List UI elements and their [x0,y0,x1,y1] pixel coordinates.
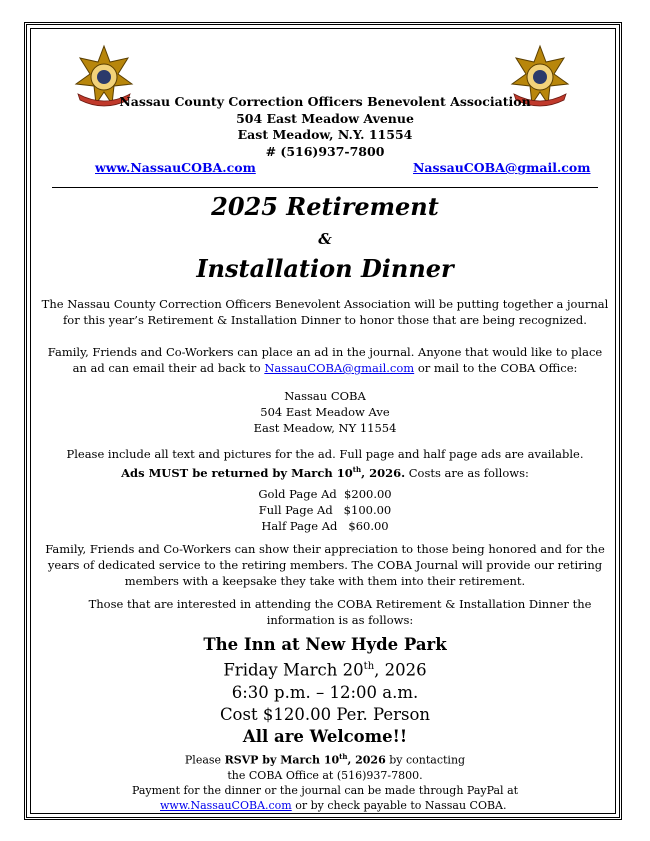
rsvp-text-a: Please [184,753,222,767]
letterhead [0,94,650,160]
event-welcome: All are Welcome!! [242,726,408,746]
payment-line-2 [40,798,610,813]
price-item-gold: Gold Page Ad $200.00 [258,487,392,501]
event-time: 6:30 p.m. – 12:00 a.m. [231,682,419,702]
price-list [40,486,610,534]
rsvp-line [40,749,610,768]
mail-street: 504 East Meadow Ave [260,405,390,419]
price-item-full: Full Page Ad $100.00 [258,503,392,517]
ads-note [40,446,610,481]
rsvp-sup: th [339,752,348,761]
header-divider [52,187,598,188]
footer-rsvp [40,749,610,813]
title-line-3: Installation Dinner [196,254,454,283]
event-date [0,656,650,682]
ad-email-link[interactable]: NassauCOBA@gmail.com [264,361,415,375]
org-phone: # (516)937-7800 [265,143,385,159]
website-link[interactable]: www.NassauCOBA.com [95,160,256,175]
ad-instructions-text-a: Family, Friends and Co-Workers can place an ad in the journal. Anyone that would like to place an ad can email their ad back to [47,345,603,375]
org-street: 504 East Meadow Avenue [236,110,414,126]
rsvp-bold-b: , 2026 [347,753,386,767]
payment-website-link[interactable]: www.NassauCOBA.com [160,798,292,812]
payment-line: Payment for the dinner or the journal can be made through PayPal at [131,783,519,797]
attend-intro-paragraph: Those that are interested in attending the COBA Retirement & Installation Dinner the information is as follows: [88,597,592,627]
mail-name: Nassau COBA [284,389,366,403]
ads-note-text: Please include all text and pictures for the ad. Full page and half page ads are available. [66,447,584,461]
appreciation-paragraph: Family, Friends and Co-Workers can show their appreciation to those being honored and for the years of dedicated service to the retiring members. The COBA Journal will provide our retiring members with a keepsake they take with them into their retirement. [45,542,605,588]
mailing-address [40,388,610,436]
rsvp-text-b: by contacting [389,753,466,767]
title-ampersand: & [318,230,332,248]
rsvp-contact: the COBA Office at (516)937-7800. [227,768,423,782]
ads-deadline [40,462,610,481]
org-city: East Meadow, N.Y. 11554 [237,127,413,142]
event-details [0,634,650,748]
event-venue: The Inn at New Hyde Park [203,635,447,654]
event-cost: Cost $120.00 Per. Person [219,704,431,724]
org-name: Nassau County Correction Officers Benevolent Association [119,94,531,109]
ads-deadline-c: Costs are as follows: [408,465,529,480]
rsvp-bold-a: RSVP by March 10 [224,753,340,767]
title-line-1: 2025 Retirement [211,192,439,221]
mail-city: East Meadow, NY 11554 [253,421,397,435]
event-date-b: , 2026 [374,660,427,680]
event-date-a: Friday March 20 [223,660,364,680]
ads-deadline-b: , 2026. [361,465,406,480]
price-item-half: Half Page Ad $60.00 [261,519,389,533]
ad-instructions-paragraph [40,344,610,376]
event-date-sup: th [363,661,375,672]
ads-deadline-sup: th [352,465,362,474]
ad-instructions-text-b: or mail to the COBA Office: [417,361,578,375]
email-link[interactable]: NassauCOBA@gmail.com [413,160,591,175]
ads-deadline-a: Ads MUST be returned by March 10 [121,465,353,480]
payment-text-b: or by check payable to Nassau COBA. [295,798,507,812]
intro-paragraph: The Nassau County Correction Officers Benevolent Association will be putting together a journal for this year’s Retirement & Installation Dinner to honor those that are being recognized. [41,297,609,327]
